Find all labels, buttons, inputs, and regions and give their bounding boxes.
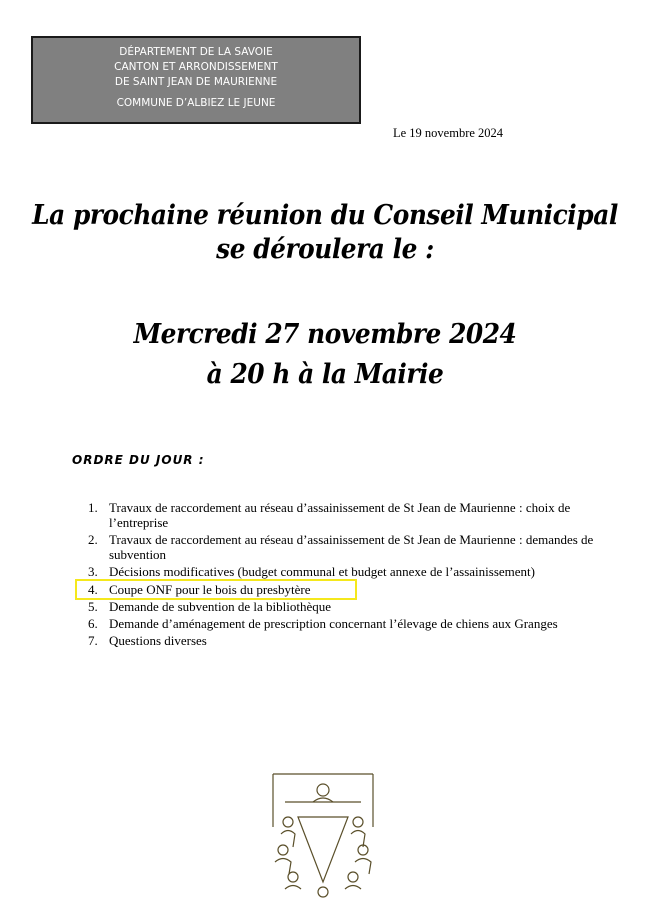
agenda-item-text: Questions diverses xyxy=(109,633,207,648)
agenda-item-number: 3. xyxy=(88,564,98,579)
agenda-item-number: 1. xyxy=(88,500,98,515)
header-line-3: DE SAINT JEAN DE MAURIENNE xyxy=(114,76,278,88)
agenda-item-text: Travaux de raccordement au réseau d’assainissement de St Jean de Maurienne : demandes de subvention xyxy=(109,532,594,562)
agenda-item xyxy=(78,532,618,562)
document-date: Le 19 novembre 2024 xyxy=(393,126,504,140)
agenda-item xyxy=(78,633,618,648)
title-line-3: Mercredi 27 novembre 2024 xyxy=(133,319,517,350)
agenda-list xyxy=(78,500,618,650)
agenda-item-text: Demande d’aménagement de prescription concernant l’élevage de chiens aux Granges xyxy=(109,616,558,631)
header-line-2: CANTON ET ARRONDISSEMENT xyxy=(114,61,278,73)
meeting-illustration xyxy=(263,772,383,902)
agenda-item xyxy=(78,500,618,530)
agenda-item-text: Demande de subvention de la bibliothèque xyxy=(109,599,332,614)
agenda-item-number: 6. xyxy=(88,616,98,631)
agenda-item-number: 4. xyxy=(88,582,98,597)
agenda-item xyxy=(78,564,618,579)
agenda-item-highlighted xyxy=(78,582,354,597)
header-line-1: DÉPARTEMENT DE LA SAVOIE xyxy=(119,46,273,58)
header-commune: COMMUNE D’ALBIEZ LE JEUNE xyxy=(116,97,276,109)
agenda-item-number: 7. xyxy=(88,633,98,648)
header-box xyxy=(31,36,361,124)
agenda-item xyxy=(78,616,618,631)
title-line-2: se déroulera le : xyxy=(216,234,434,265)
agenda-heading: ORDRE DU JOUR : xyxy=(72,453,205,467)
agenda-item-text: Travaux de raccordement au réseau d’assainissement de St Jean de Maurienne : choix de l’entreprise xyxy=(109,500,571,530)
title-line-4: à 20 h à la Mairie xyxy=(206,359,444,390)
agenda-item-text: Décisions modificatives (budget communal et budget annexe de l’assainissement) xyxy=(109,564,535,579)
agenda-item-text: Coupe ONF pour le bois du presbytère xyxy=(109,582,311,597)
agenda-item xyxy=(78,599,618,614)
agenda-item-number: 5. xyxy=(88,599,98,614)
agenda-item-number: 2. xyxy=(88,532,98,547)
title-line-1: La prochaine réunion du Conseil Municipal xyxy=(32,200,618,231)
